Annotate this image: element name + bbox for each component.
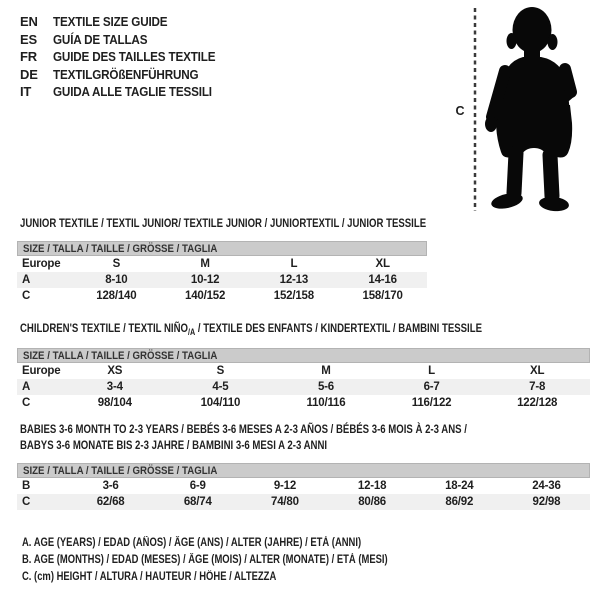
size-cell: 92/98	[532, 496, 561, 508]
lang-code: EN	[20, 14, 38, 30]
size-cell: 116/122	[411, 397, 452, 409]
size-header-label: SIZE / TALLA / TAILLE / GRÖSSE / TAGLIA	[23, 464, 218, 477]
size-cell: XL	[530, 365, 545, 377]
size-cell: 122/128	[517, 397, 558, 409]
size-cell: 110/116	[306, 397, 346, 409]
lang-title: GUIDE DES TAILLES TEXTILE	[53, 49, 216, 65]
footnote-text: C. (cm) HEIGHT / ALTURA / HAUTEUR / HÖHE / ALTEZZA	[22, 571, 277, 583]
row-label: Europe	[22, 365, 61, 377]
row-label: B	[22, 480, 31, 492]
size-cell: 86/92	[445, 496, 474, 508]
footnote-text: A. AGE (YEARS) / EDAD (AÑOS) / ÂGE (ANS) / ALTER (JAHRE) / ETÀ (ANNI)	[22, 537, 362, 549]
size-cell: 9-12	[273, 480, 297, 492]
children-size-table	[17, 348, 590, 411]
baby-silhouette-icon	[450, 5, 580, 215]
size-cell: 3-4	[106, 381, 123, 393]
title-subscript: /A	[187, 327, 196, 337]
size-header-bar	[17, 241, 427, 256]
size-header-label: SIZE / TALLA / TAILLE / GRÖSSE / TAGLIA	[23, 349, 218, 362]
row-label: C	[22, 397, 31, 409]
size-cell: 8-10	[105, 274, 128, 286]
lang-code: ES	[20, 31, 37, 47]
lang-title: GUÍA DE TALLAS	[53, 31, 148, 47]
size-cell: 98/104	[97, 397, 132, 409]
size-header-bar	[17, 463, 590, 478]
size-cell: 128/140	[96, 290, 137, 302]
row-label: A	[22, 381, 31, 393]
lang-row-es	[20, 31, 233, 49]
row-label: C	[22, 290, 31, 302]
size-cell: M	[200, 258, 210, 270]
babies-table-title	[20, 421, 467, 453]
table-row-height-cm	[17, 288, 427, 304]
size-cell: 6-9	[189, 480, 206, 492]
table-row-europe	[17, 256, 427, 272]
title-text: / TEXTILE DES ENFANTS / KINDERTEXTIL / BAMBINI TESSILE	[195, 321, 482, 335]
size-cell: 3-6	[102, 480, 119, 492]
size-cell: 24-36	[532, 480, 561, 492]
lang-row-de	[20, 66, 233, 84]
title-line-1: BABIES 3-6 MONTH TO 2-3 YEARS / BEBÉS 3-6 MESES A 2-3 AÑOS / BÉBÉS 3-6 MOIS À 2-3 ANS /	[20, 422, 467, 436]
table-row-age-years	[17, 272, 427, 288]
babies-size-table	[17, 463, 590, 510]
footnote-a	[22, 537, 468, 554]
size-cell: 74/80	[271, 496, 299, 508]
size-cell: 104/110	[200, 397, 241, 409]
table-row-age-months	[17, 478, 590, 494]
table-row-europe	[17, 363, 590, 379]
table-row-height-cm	[17, 395, 590, 411]
lang-code: FR	[20, 49, 37, 65]
size-header-bar	[17, 348, 590, 363]
table-row-age-years	[17, 379, 590, 395]
size-cell: 62/68	[96, 496, 125, 508]
legend-footnotes	[22, 537, 468, 588]
size-cell: 140/152	[185, 290, 226, 302]
size-cell: XL	[375, 258, 390, 270]
size-cell: 6-7	[423, 381, 440, 393]
lang-title: TEXTILGRÖßENFÜHRUNG	[53, 66, 199, 82]
junior-size-table	[17, 241, 427, 304]
title-line-2: BABYS 3-6 MONATE BIS 2-3 JAHRE / BAMBINI 3-6 MESI A 2-3 ANNI	[20, 438, 328, 452]
size-cell: 152/158	[273, 290, 314, 302]
table-row-height-cm	[17, 494, 590, 510]
footnote-c	[22, 571, 468, 588]
size-cell: 80/86	[358, 496, 386, 508]
size-cell: 158/170	[362, 290, 403, 302]
size-cell: 10-12	[190, 274, 220, 286]
size-cell: 12-18	[357, 480, 387, 492]
lang-code: IT	[20, 84, 32, 100]
children-table-title	[20, 320, 482, 340]
size-cell: L	[290, 258, 298, 270]
size-cell: 68/74	[183, 496, 212, 508]
size-cell: 7-8	[529, 381, 546, 393]
row-label: A	[22, 274, 31, 286]
lang-title: TEXTILE SIZE GUIDE	[53, 14, 168, 30]
size-cell: 18-24	[445, 480, 474, 492]
lang-row-it	[20, 83, 233, 101]
footnote-b	[22, 554, 468, 571]
size-cell: L	[428, 365, 435, 377]
size-header-label: SIZE / TALLA / TAILLE / GRÖSSE / TAGLIA	[23, 242, 218, 255]
lang-code: DE	[20, 66, 38, 82]
lang-title: GUIDA ALLE TAGLIE TESSILI	[53, 84, 212, 100]
size-cell: XS	[107, 365, 123, 377]
size-cell: S	[216, 365, 225, 377]
size-cell: S	[112, 258, 121, 270]
size-cell: 5-6	[317, 381, 334, 393]
size-cell: M	[321, 365, 331, 377]
lang-row-en	[20, 13, 233, 31]
row-label: Europe	[22, 258, 61, 270]
junior-table-title: JUNIOR TEXTILE / TEXTIL JUNIOR/ TEXTILE JUNIOR / JUNIORTEXTIL / JUNIOR TESSILE	[20, 216, 427, 230]
height-measure-label: C	[455, 104, 465, 118]
row-label: C	[22, 496, 31, 508]
lang-row-fr	[20, 48, 233, 66]
size-cell: 4-5	[212, 381, 229, 393]
title-text: CHILDREN'S TEXTILE / TEXTIL NIÑO	[20, 321, 188, 335]
size-cell: 14-16	[368, 274, 397, 286]
language-title-list	[20, 13, 233, 101]
size-cell: 12-13	[279, 274, 309, 286]
footnote-text: B. AGE (MONTHS) / EDAD (MESES) / ÂGE (MOIS) / ALTER (MONATE) / ETÀ (MESI)	[22, 554, 388, 566]
